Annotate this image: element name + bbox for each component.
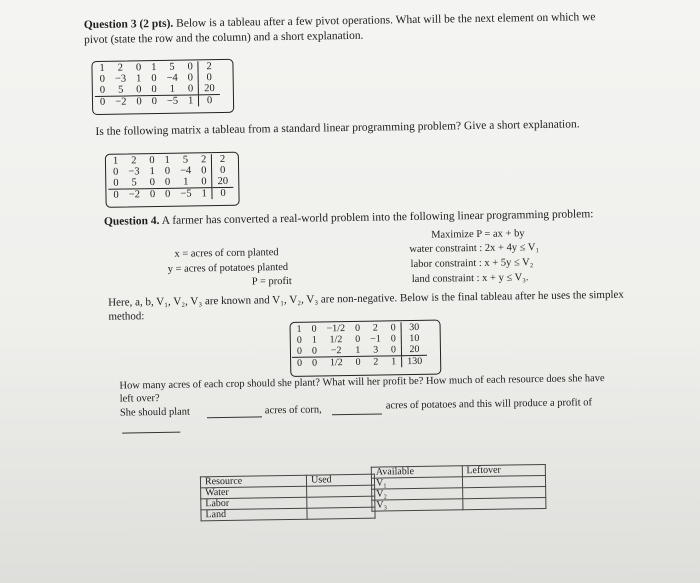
final-tableau-cell: −1/2: [326, 323, 346, 335]
availability-table-header: Available: [371, 466, 462, 478]
y-definition: y = acres of potatoes planted: [167, 261, 289, 275]
final-tableau-cell: 10: [401, 333, 427, 344]
q3-text-2: pivot (state the row and the column) and a short explanation.: [83, 29, 364, 47]
matrix2-cell: 0: [113, 177, 119, 189]
fill-text-b: acres of corn,: [264, 404, 322, 417]
q4-here-2: method:: [108, 310, 145, 323]
final-tableau-cell: 0: [354, 322, 361, 334]
final-tableau-cell: 1: [386, 356, 402, 368]
q3-heading: Question 3 (2 pts).: [83, 17, 174, 32]
matrix-cell: 0: [187, 61, 193, 73]
final-tableau-cell: 0: [350, 356, 365, 368]
matrix2-cell: 5: [182, 154, 189, 166]
fill-text-c: acres of potatoes and this will produce a profit of: [385, 397, 593, 412]
matrix-cell: 0: [198, 72, 219, 83]
q4-intro: A farmer has converted a real-world problem into the following linear programming problem:: [161, 208, 594, 227]
availability-table-label: V₁: [371, 477, 462, 489]
matrix-cell: 0: [151, 73, 157, 85]
final-tableau-cell: 0: [296, 345, 303, 357]
matrix2-cell: 0: [164, 165, 171, 177]
matrix-cell: 2: [117, 62, 124, 74]
final-tableau-cell: 2: [365, 356, 386, 368]
q3-text-1: Below is a tableau after a few pivot operations. What will be the next element on which we: [176, 11, 596, 30]
matrix2-cell: 1: [164, 154, 170, 166]
matrix-cell: 0: [147, 95, 162, 107]
availability-table-empty-cell[interactable]: [462, 497, 546, 509]
matrix2-cell: 2: [131, 155, 137, 167]
final-tableau-cell: 0: [296, 334, 302, 346]
matrix2-cell: 0: [160, 188, 175, 200]
matrix-cell: 0: [151, 84, 157, 96]
matrix2-cell: 0: [113, 166, 119, 178]
matrix-cell: 0: [99, 73, 105, 85]
matrix-cell: 0: [131, 96, 146, 108]
matrix2-cell: 0: [212, 165, 233, 176]
matrix-cell: 1: [99, 62, 105, 74]
matrix2-cell: 0: [145, 188, 160, 200]
final-tableau-cell: 0: [355, 333, 361, 345]
final-tableau-cell: 20: [401, 344, 427, 356]
labor-constraint: labor constraint : x + 5y ≤ V₂: [410, 257, 534, 271]
matrix2-cell: −2: [124, 189, 145, 201]
final-tableau-cell: 3: [373, 344, 379, 356]
matrix-cell: −5: [162, 95, 183, 107]
availability-table-label: V₃: [372, 499, 463, 511]
q3-question: Is the following matrix a tableau from a standard linear programming problem? Give a short explanation.: [95, 118, 580, 138]
availability-table-label: V₂: [372, 488, 463, 500]
final-tableau: [292, 322, 428, 369]
matrix-cell: 0: [187, 83, 194, 95]
matrix-cell: 5: [169, 61, 175, 73]
matrix2-cell: 0: [201, 176, 207, 188]
land-constraint: land constraint : x + y ≤ V₃.: [411, 272, 529, 286]
matrix-cell: 0: [135, 62, 142, 74]
x-definition: x = acres of corn planted: [174, 247, 279, 260]
objective: Maximize P = ax + by: [431, 228, 525, 241]
matrix-cell: 1: [135, 73, 142, 85]
final-tableau-cell: 0: [390, 333, 396, 345]
q4-heading: Question 4.: [103, 214, 160, 228]
final-tableau-cell: −2: [330, 345, 342, 357]
p-definition: P = profit: [251, 275, 292, 288]
matrix-cell: 2: [198, 61, 219, 72]
matrix2-cell: 0: [108, 189, 123, 201]
matrix2-cell: 1: [196, 188, 212, 200]
available-leftover-table: [371, 464, 547, 512]
matrix-cell: 0: [187, 72, 194, 84]
matrix2-cell: 0: [212, 187, 233, 199]
matrix2-cell: −5: [175, 188, 196, 200]
resource-used-table: [200, 474, 376, 522]
final-tableau-cell: 2: [372, 322, 378, 334]
final-tableau-cell: 30: [401, 322, 427, 333]
matrix2-cell: 5: [131, 177, 137, 189]
final-tableau-cell: 1: [296, 323, 302, 335]
matrix-cell: 5: [117, 84, 124, 96]
tableau-matrix-2: [108, 154, 234, 201]
matrix2-cell: −3: [128, 166, 140, 178]
final-tableau-cell: 130: [402, 355, 428, 367]
resource-table-empty-cell[interactable]: [307, 507, 375, 519]
availability-table-row: [372, 497, 546, 511]
matrix2-cell: 1: [112, 155, 119, 167]
final-tableau-cell: 1: [311, 334, 317, 346]
availability-table-header: Leftover: [462, 464, 546, 476]
matrix-cell: −4: [166, 72, 178, 84]
final-tableau-cell: 1/2: [329, 334, 343, 346]
matrix2-cell: −4: [179, 165, 192, 177]
resource-table-row: [201, 507, 375, 521]
resource-table-header: Resource: [200, 475, 306, 488]
final-tableau-cell: 1: [355, 344, 361, 356]
matrix2-cell: 1: [149, 166, 155, 178]
matrix-cell: 1: [169, 83, 176, 95]
matrix2-cell: 0: [201, 165, 207, 177]
resource-table-label: Labor: [201, 497, 307, 510]
q4-ask-2: left over?: [119, 393, 160, 405]
water-constraint: water constraint : 2x + 4y ≤ V₁: [409, 242, 540, 256]
matrix2-cell: 0: [149, 177, 156, 189]
matrix-cell: −2: [110, 96, 131, 108]
matrix-cell: 0: [95, 96, 110, 108]
fill-text-a: She should plant: [119, 406, 190, 419]
final-tableau-cell: 0: [311, 345, 318, 357]
q4-line-1: [104, 207, 594, 229]
matrix-cell: 1: [183, 95, 199, 107]
final-tableau-row: [292, 355, 427, 369]
resource-table-label: Land: [201, 508, 307, 521]
corn-acres-blank[interactable]: [207, 415, 262, 418]
profit-blank[interactable]: [122, 431, 180, 434]
matrix-cell: 1: [151, 62, 157, 74]
matrix2-cell: 1: [183, 176, 189, 188]
final-tableau-cell: 0: [292, 357, 307, 369]
matrix2-cell: 0: [164, 176, 171, 188]
matrix-cell: 0: [99, 84, 106, 96]
final-tableau-cell: 0: [311, 323, 317, 335]
matrix2-cell: 2: [212, 154, 233, 165]
matrix2-row: [108, 187, 233, 200]
resource-table-label: Water: [201, 486, 307, 499]
matrix-row: [95, 95, 220, 108]
final-tableau-cell: 0: [390, 344, 397, 356]
resource-table-header: Used: [307, 474, 375, 486]
matrix2-cell: 2: [200, 154, 207, 166]
final-tableau-cell: 1/2: [322, 357, 351, 369]
final-tableau-cell: 0: [390, 322, 396, 334]
matrix-cell: 0: [199, 95, 220, 107]
q4-ask-1: How many acres of each crop should she plant? What will her profit be? How much of each resource does she have: [119, 373, 605, 392]
q4-here-1: Here, a, b, V₁, V₂, V₃ are known and V₁, V₂, V₃ are non-negative. Below is the final tableau after he uses the simplex: [108, 288, 624, 309]
tableau-matrix: [94, 61, 220, 108]
final-tableau-cell: −1: [370, 333, 381, 345]
matrix-cell: −3: [114, 73, 127, 85]
final-tableau-cell: 0: [307, 357, 322, 369]
matrix-cell: 20: [199, 83, 220, 95]
matrix2-cell: 0: [149, 155, 155, 167]
potato-acres-blank[interactable]: [332, 413, 382, 416]
matrix2-cell: 20: [212, 176, 233, 188]
matrix-cell: 0: [136, 84, 142, 96]
